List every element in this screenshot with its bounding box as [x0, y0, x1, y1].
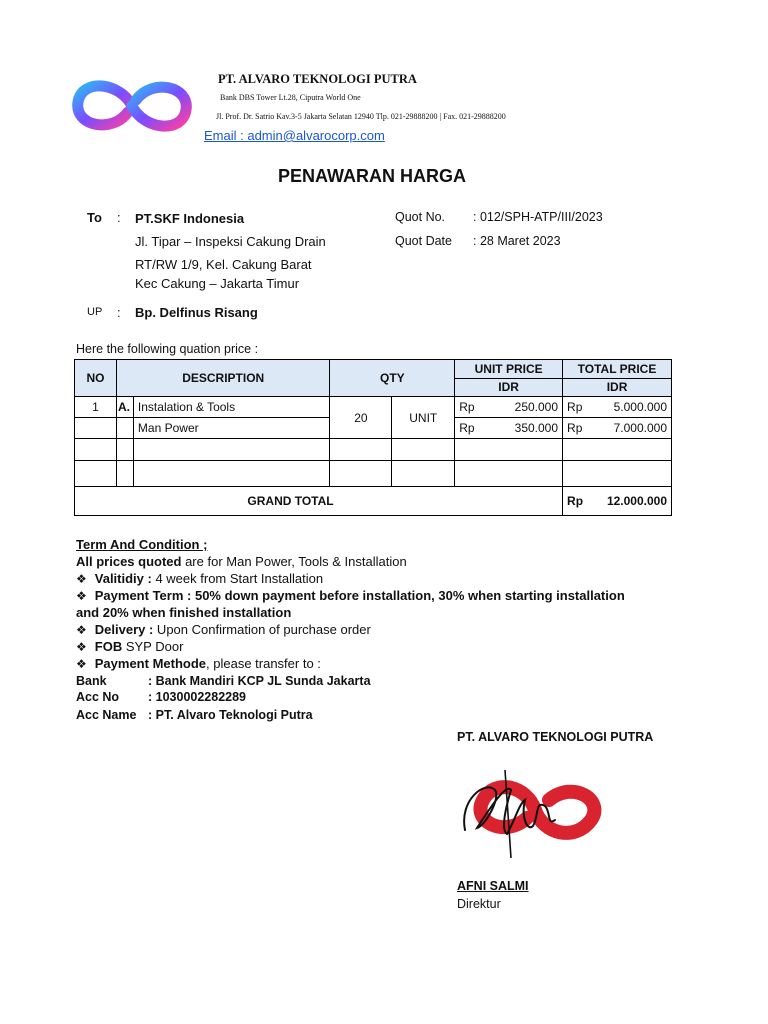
signature-company: PT. ALVARO TEKNOLOGI PUTRA: [457, 730, 654, 744]
quote-date-value: : 28 Maret 2023: [473, 234, 561, 248]
row-qty: 20: [330, 397, 392, 439]
bank-value: : Bank Mandiri KCP JL Sunda Jakarta: [148, 674, 371, 688]
payment-label: Payment Term: [94, 588, 184, 603]
row-total-price: [563, 397, 672, 418]
acc-no-label: Acc No: [76, 690, 120, 704]
method-value: , please transfer to :: [206, 656, 321, 671]
document-title: PENAWARAN HARGA: [277, 166, 466, 186]
terms-payment: [76, 588, 625, 603]
col-header-total-price: TOTAL PRICE: [563, 360, 672, 379]
table-header-row: [75, 360, 672, 379]
grand-total-row: [75, 487, 672, 516]
signatory-role: Direktur: [457, 897, 501, 911]
col-header-unit-currency: IDR: [455, 378, 563, 397]
col-header-qty: QTY: [330, 360, 455, 397]
grand-total-label: GRAND TOTAL: [75, 487, 563, 516]
row-total-price: [563, 418, 672, 439]
col-header-total-currency: IDR: [563, 378, 672, 397]
row-unit-price: [455, 418, 563, 439]
recipient-address-2: RT/RW 1/9, Kel. Cakung Barat: [135, 257, 312, 272]
currency-label: Rp: [567, 400, 583, 414]
row-no: [75, 418, 117, 439]
terms-prices-bold: All prices quoted: [76, 554, 182, 569]
to-label: To: [87, 210, 102, 225]
currency-label: Rp: [567, 494, 584, 508]
currency-label: Rp: [459, 400, 475, 414]
company-address-1: Bank DBS Tower Lt.28, Ciputra World One: [220, 93, 361, 102]
intro-text: Here the following quation price :: [76, 342, 259, 356]
row-letter: A.: [116, 397, 133, 418]
currency-label: Rp: [567, 421, 583, 435]
recipient-company: PT.SKF Indonesia: [135, 211, 245, 226]
signature-stamp: [455, 760, 615, 860]
terms-fob: [76, 639, 183, 654]
payment-value: : 50% down payment before installation, 30% when starting installation: [183, 588, 625, 603]
bullet-diamond-icon: ❖: [76, 640, 87, 654]
acc-name-value: : PT. Alvaro Teknologi Putra: [148, 708, 313, 722]
terms-method: [76, 656, 321, 671]
currency-label: Rp: [459, 421, 475, 435]
bullet-diamond-icon: ❖: [76, 572, 87, 586]
terms-validity: [76, 571, 323, 586]
row-letter: [116, 418, 133, 439]
delivery-value: Upon Confirmation of purchase order: [153, 622, 371, 637]
total-price-value: 5.000.000: [613, 400, 667, 414]
bullet-diamond-icon: ❖: [76, 623, 87, 637]
fob-value: SYP Door: [122, 639, 184, 654]
up-name: Bp. Delfinus Risang: [135, 305, 258, 320]
quote-no-label: Quot No.: [395, 210, 446, 224]
bank-label: Bank: [76, 674, 107, 688]
col-header-no: NO: [75, 360, 117, 397]
row-unit-price: [455, 397, 563, 418]
company-logo: [72, 72, 192, 140]
table-row-empty: [75, 461, 672, 487]
company-email-link[interactable]: Email : admin@alvarocorp.com: [204, 128, 385, 143]
terms-prices-rest: are for Man Power, Tools & Installation: [181, 554, 407, 569]
col-header-description: DESCRIPTION: [116, 360, 330, 397]
delivery-label: Delivery :: [94, 622, 154, 637]
validity-label: Valitidiy :: [94, 571, 152, 586]
terms-payment-cont: and 20% when finished installation: [76, 605, 292, 620]
acc-no-value: : 1030002282289: [148, 690, 247, 704]
quote-date-label: Quot Date: [395, 234, 452, 248]
acc-name-label: Acc Name: [76, 708, 137, 722]
signatory-name: AFNI SALMI: [457, 879, 529, 893]
recipient-address-1: Jl. Tipar – Inspeksi Cakung Drain: [135, 234, 326, 249]
col-header-unit-price: UNIT PRICE: [455, 360, 563, 379]
grand-total-value: 12.000.000: [606, 494, 667, 508]
company-name: PT. ALVARO TEKNOLOGI PUTRA: [218, 72, 417, 86]
quote-no-value: : 012/SPH-ATP/III/2023: [473, 210, 603, 224]
recipient-address-3: Kec Cakung – Jakarta Timur: [135, 276, 300, 291]
company-address-2: Jl. Prof. Dr. Satrio Kav.3-5 Jakarta Selatan 12940 Tlp. 021-29888200 | Fax. 021-29888200: [216, 112, 506, 121]
bullet-diamond-icon: ❖: [76, 589, 87, 603]
terms-heading: Term And Condition ;: [76, 537, 208, 552]
table-row-empty: [75, 439, 672, 461]
fob-label: FOB: [94, 639, 123, 654]
method-label: Payment Methode: [94, 656, 207, 671]
up-label: UP: [87, 306, 103, 318]
price-table: [74, 359, 672, 516]
up-colon: :: [117, 305, 121, 320]
row-description: Man Power: [133, 418, 330, 439]
terms-prices: [76, 554, 407, 569]
grand-total-cell: [563, 487, 672, 516]
row-unit: UNIT: [392, 397, 455, 439]
unit-price-value: 250.000: [514, 400, 559, 414]
terms-delivery: [76, 622, 371, 637]
row-no: 1: [75, 397, 117, 418]
row-description: Instalation & Tools: [133, 397, 330, 418]
total-price-value: 7.000.000: [613, 421, 667, 435]
validity-value: 4 week from Start Installation: [151, 571, 324, 586]
table-row: [75, 397, 672, 418]
unit-price-value: 350.000: [514, 421, 559, 435]
bullet-diamond-icon: ❖: [76, 657, 87, 671]
to-colon: :: [117, 210, 121, 225]
